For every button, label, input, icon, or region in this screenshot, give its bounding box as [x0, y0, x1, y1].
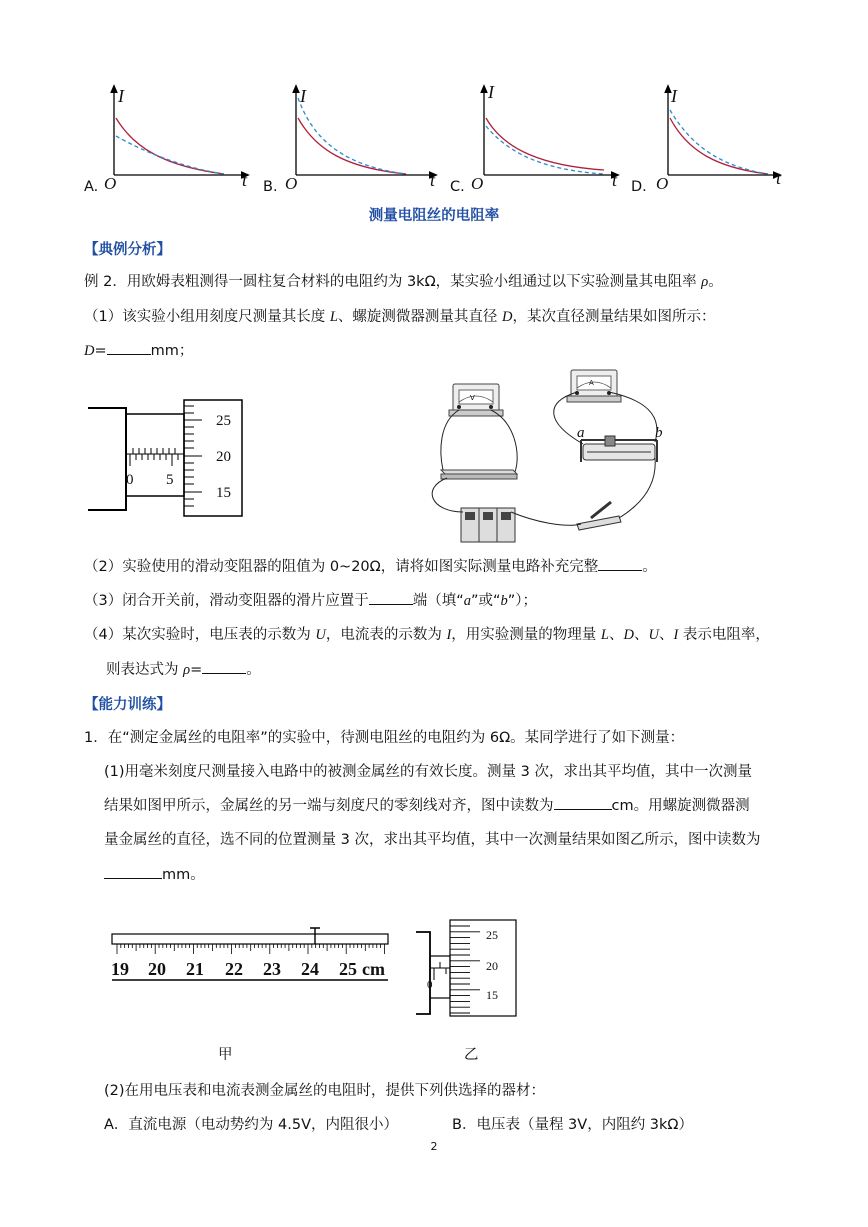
p1-s1-line2: 结果如图甲所示，金属丝的另一端与刻度尺的零刻线对齐，图中读数为 cm。用螺旋测微器测	[104, 795, 750, 817]
graph-c-solid-curve	[486, 118, 604, 170]
option-d-label: D.	[631, 179, 647, 195]
graph-b-axis-x-label: t	[430, 170, 436, 190]
p1-intro: 1．在“测定金属丝的电阻率”的实验中，待测电阻丝的电阻约为 6Ω。某同学进行了如下测量：	[84, 730, 685, 746]
graph-a	[114, 88, 246, 175]
micrometer1-sleeve-5: 5	[166, 472, 174, 488]
ex2-q1: （1）该实验小组用刻度尺测量其长度 L、螺旋测微器测量其直径 D，某次直径测量结果如图所示：	[84, 309, 716, 325]
graph-a-solid-curve	[116, 118, 224, 174]
graph-a-axis-y-label: I	[118, 86, 124, 106]
example-heading: 【典例分析】	[84, 242, 171, 258]
p1-s1-line4: mm。	[104, 864, 205, 886]
graph-b-axis-y-label: I	[300, 86, 306, 106]
q4-answer-blank[interactable]	[202, 659, 246, 674]
micrometer2-tick-15: 15	[486, 988, 498, 1002]
ammeter	[567, 370, 621, 402]
training-heading: 【能力训练】	[84, 697, 171, 713]
graph-d-dashed-curve	[670, 110, 768, 174]
graph-a-dashed-curve	[116, 136, 224, 174]
page-number: 2	[430, 1140, 438, 1153]
graph-d-axis-y-label: I	[671, 86, 677, 106]
option-c-label: C.	[450, 179, 465, 195]
graph-b-solid-curve	[298, 118, 406, 174]
ex2-q3: （3）闭合开关前，滑动变阻器的滑片应置于 端（填“a”或“b”）；	[84, 590, 537, 612]
graph-d-solid-curve	[670, 118, 768, 174]
ruler-label-23: 23	[263, 959, 281, 979]
circuit-label-a: a	[577, 425, 585, 441]
ruler-label-21: 21	[186, 959, 204, 979]
micrometer2-tick-20: 20	[486, 959, 498, 973]
graph-b	[296, 88, 434, 175]
q3-answer-blank[interactable]	[369, 590, 413, 605]
ex2-q4-line2: 则表达式为 ρ= 。	[106, 659, 261, 681]
micrometer1-sleeve-0: 0	[126, 472, 134, 488]
graph-c-origin: O	[471, 174, 484, 193]
p1-s2: (2)在用电压表和电流表测金属丝的电阻时，提供下列供选择的器材：	[104, 1083, 546, 1099]
p1-s1-line1: (1)用毫米刻度尺测量接入电路中的被测金属丝的有效长度。测量 3 次，求出其平均值，其中一次测量	[104, 764, 752, 780]
circuit-figure	[425, 362, 670, 552]
graph-c-axis-x-label: t	[612, 170, 618, 190]
micrometer2-tick-25: 25	[486, 928, 498, 942]
micrometer-answer-blank[interactable]	[104, 864, 162, 879]
ruler-answer-blank[interactable]	[554, 795, 612, 810]
ex2-intro: 例 2．用欧姆表粗测得一圆柱复合材料的电阻约为 3kΩ，某实验小组通过以下实验测量其电阻率 ρ。	[84, 274, 723, 290]
p1-option-b: B．电压表（量程 3V，内阻约 3kΩ）	[452, 1117, 694, 1133]
micrometer1-tick-25: 25	[216, 413, 231, 429]
rheostat	[581, 436, 657, 462]
graph-d-origin: O	[656, 174, 669, 193]
p1-s1-line3: 量金属丝的直径，选不同的位置测量 3 次，求出其平均值，其中一次测量结果如图乙所示，图中读数为	[104, 832, 761, 848]
voltmeter-label: V	[470, 394, 475, 402]
ruler-label-24: 24	[301, 959, 319, 979]
ex2-q2: （2）实验使用的滑动变阻器的阻值为 0~20Ω，请将如图实际测量电路补充完整 。	[84, 556, 657, 578]
graph-a-axis-x-label: t	[242, 170, 248, 190]
micrometer1-tick-15: 15	[216, 485, 231, 501]
graph-c-dashed-curve	[486, 126, 604, 174]
ruler-label-22: 22	[225, 959, 243, 979]
micrometer2-sleeve-0: 0	[427, 979, 433, 991]
ruler-label-19: 19	[111, 959, 129, 979]
q2-answer-blank[interactable]	[598, 556, 642, 571]
p1-option-a: A．直流电源（电动势约为 4.5V，内阻很小）	[104, 1117, 399, 1133]
micrometer1-tick-20: 20	[216, 449, 231, 465]
circuit-label-b: b	[655, 425, 663, 441]
graph-d	[668, 88, 778, 175]
ex2-q4-line1: （4）某次实验时，电压表的示数为 U，电流表的示数为 I，用实验测量的物理量 L、D、U、I 表示电阻率，	[84, 627, 770, 643]
ruler-label-20: 20	[148, 959, 166, 979]
figure-label-yi: 乙	[464, 1047, 479, 1063]
graph-c-axis-y-label: I	[488, 82, 494, 102]
graph-a-origin: O	[104, 174, 117, 193]
d-answer-blank[interactable]	[107, 340, 151, 355]
graph-d-axis-x-label: t	[776, 168, 782, 188]
switch	[577, 502, 621, 530]
option-a-label: A.	[84, 179, 99, 195]
ex2-d-answer-line: D= mm；	[84, 340, 193, 362]
option-b-label: B.	[263, 179, 278, 195]
sample-bar	[441, 470, 517, 479]
micrometer-figure-2	[414, 918, 524, 1018]
ruler-label-25: 25	[339, 959, 357, 979]
ammeter-label: A	[589, 379, 594, 387]
battery	[461, 508, 515, 542]
figure-label-jia: 甲	[218, 1047, 233, 1063]
graph-b-origin: O	[285, 174, 298, 193]
ruler-unit: cm	[362, 959, 385, 979]
graph-c	[484, 88, 616, 175]
section-title: 测量电阻丝的电阻率	[368, 208, 500, 224]
